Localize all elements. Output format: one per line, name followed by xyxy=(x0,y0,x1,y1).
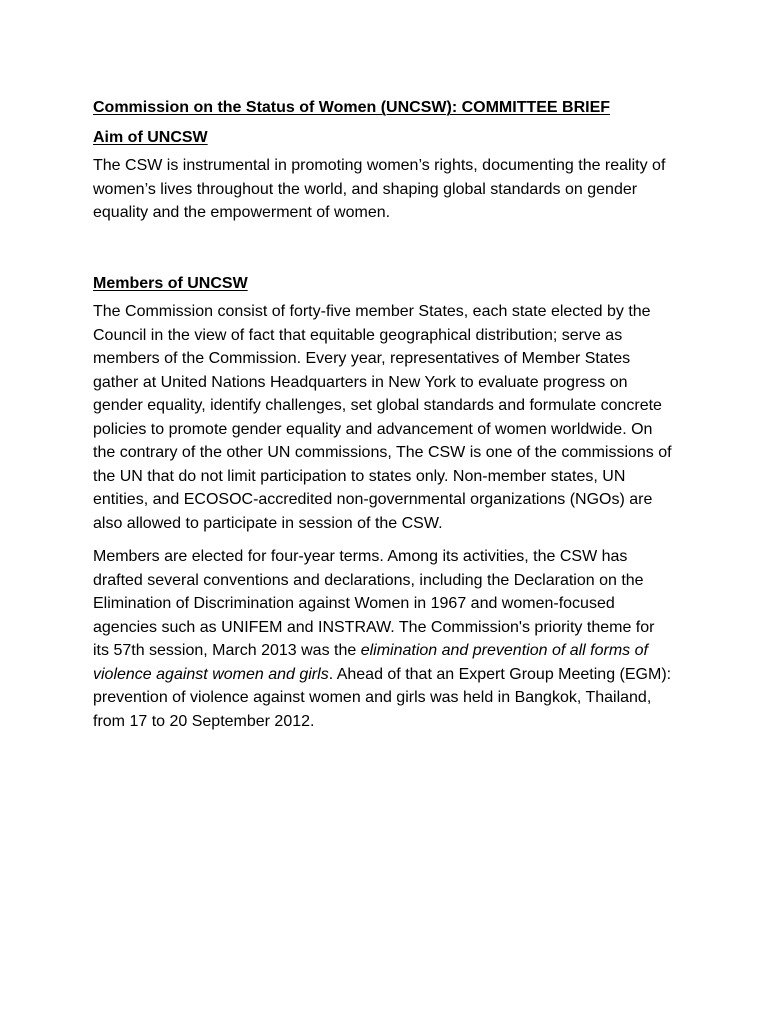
priority-theme-italic: elimination and prevention of all forms of violence against women and girls xyxy=(93,642,648,683)
members-heading: Members of UNCSW xyxy=(93,274,248,292)
title-suffix: COMMITTEE BRIEF xyxy=(461,99,611,116)
members-paragraph-1: The Commission consist of forty-five member States, each state elected by the Council in the view of fact that equitable geographical distribution; serve as members of the Commission. Every year, representatives of Member States gather at United Nations Headquarters in New York to evaluate progress on gender equality, identify challenges, set global standards and formulate concrete policies to promote gender equality and advancement of women worldwide. On the contrary of the other UN commissions, The CSW is one of the commissions of the UN that do not limit participation to states only. Non-member states, UN entities, and ECOSOC-accredited non-governmental organizations (NGOs) are also allowed to participate in session of the CSW. xyxy=(93,303,672,532)
title-main: Commission on the Status of Women (UNCSW): xyxy=(93,99,462,116)
aim-paragraph: The CSW is instrumental in promoting women’s rights, documenting the reality of women’s lives throughout the world, and shaping global standards on gender equality and the empowerment of women. xyxy=(93,157,666,221)
section-spacer xyxy=(93,235,673,272)
document-title xyxy=(93,96,673,120)
aim-heading: Aim of UNCSW xyxy=(93,128,208,146)
members-paragraph-2 xyxy=(93,545,673,733)
members-paragraph-2-start: Members are elected for four-year terms. Among its activities, the CSW has drafted several conventions and declarations, including the Declaration on the Elimination of Discrimination against Women in 1967 and women-focused agencies such as UNIFEM and INSTRAW. The Commission's priority theme for its 57th session, March 2013 was the xyxy=(93,548,655,659)
document-page xyxy=(93,96,673,743)
members-paragraph-2-end: . Ahead of that an Expert Group Meeting (EGM): prevention of violence against women and girls was held in Bangkok, Thailand, from 17 to 20 September 2012. xyxy=(93,665,672,730)
